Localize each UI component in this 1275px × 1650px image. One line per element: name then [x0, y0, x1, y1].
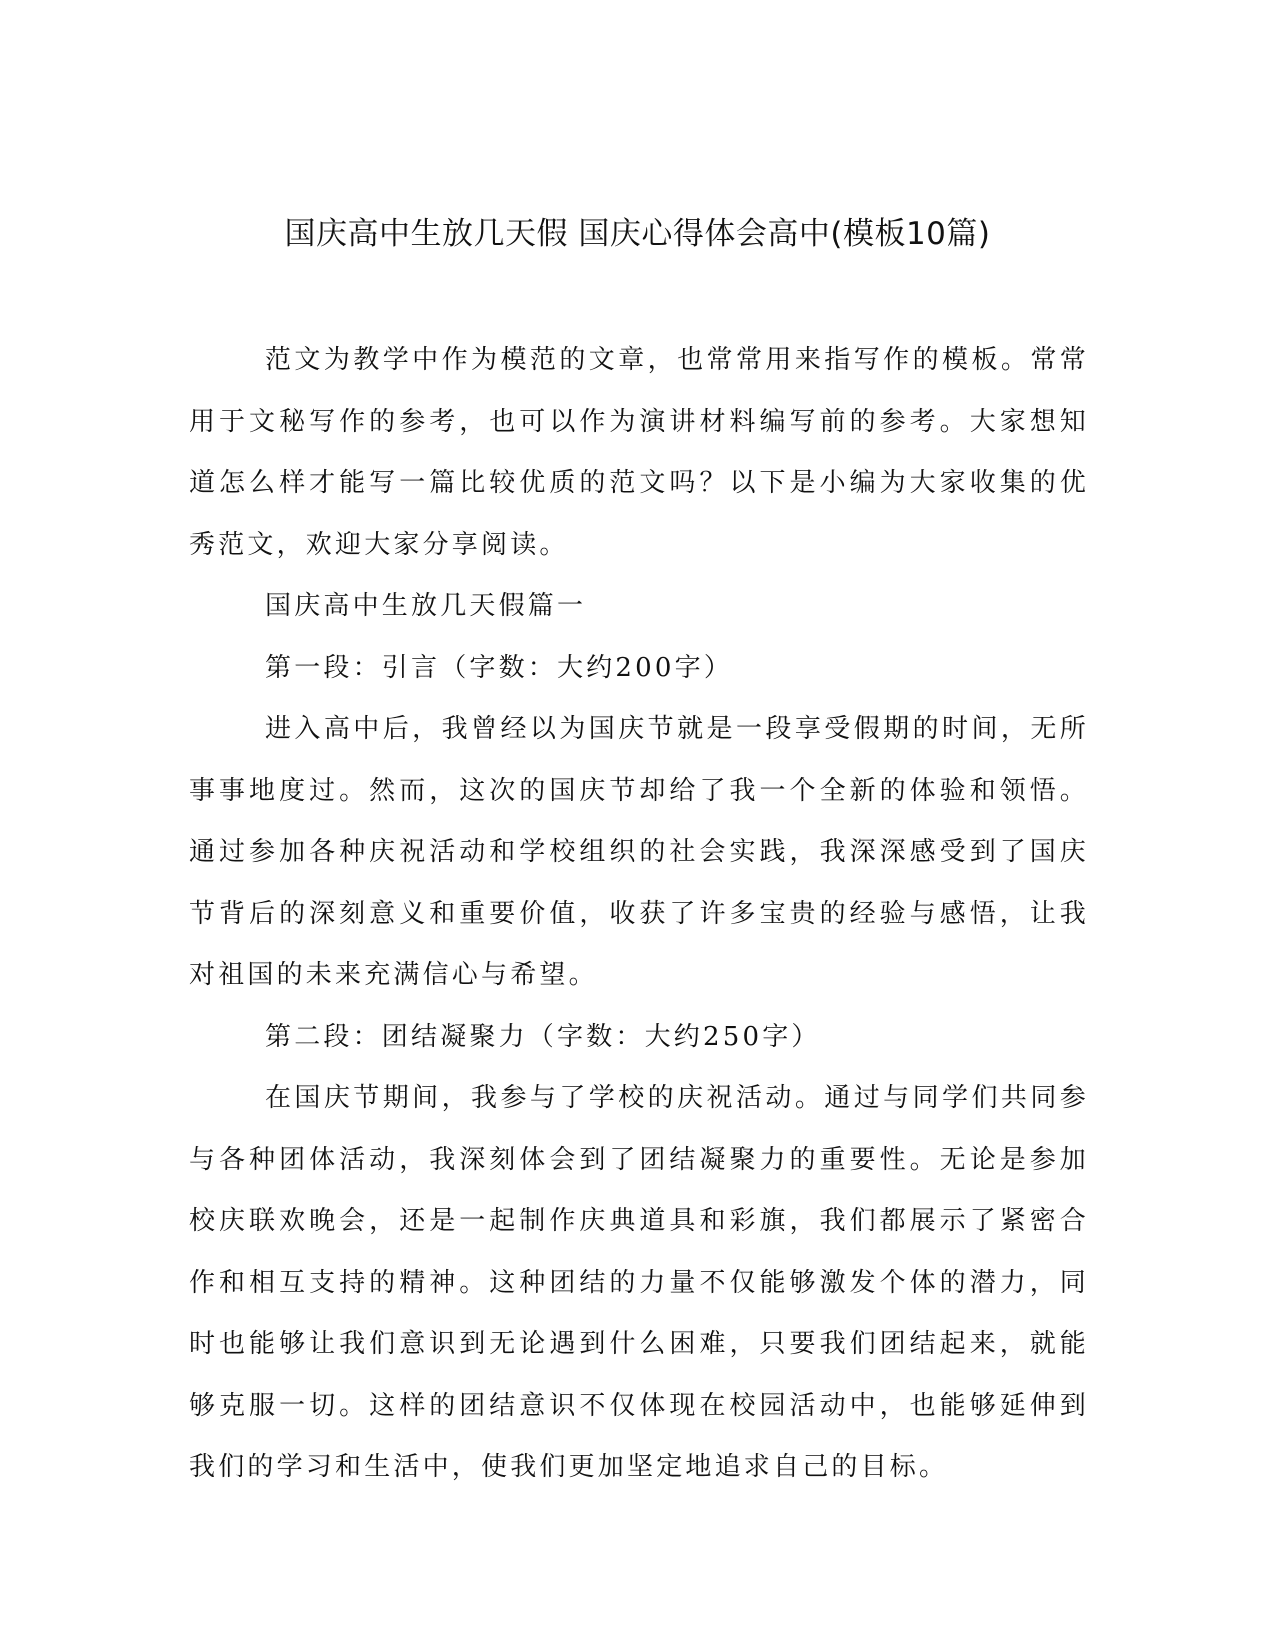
subheading-introduction: 第一段：引言（字数：大约200字）	[265, 652, 734, 683]
body-paragraph: 在国庆节期间，我参与了学校的庆祝活动。通过与同学们共同参与各种团体活动，我深刻体会到了团结凝聚力的重要性。无论是参加校庆联欢晚会，还是一起制作庆典道具和彩旗，我们都展示了紧密合作和相互支持的精神。这种团结的力量不仅能够激发个体的潜力，同时也能够让我们意识到无论遇到什么困难，只要我们团结起来，就能够克服一切。这样的团结意识不仅体现在校园活动中，也能够延伸到我们的学习和生活中，使我们更加坚定地追求自己的目标。	[189, 1083, 1089, 1482]
document-title: 国庆高中生放几天假 国庆心得体会高中(模板10篇)	[284, 216, 991, 252]
document-body	[189, 330, 1089, 1499]
section-heading-article-one: 国庆高中生放几天假篇一	[265, 591, 587, 621]
body-paragraph: 进入高中后，我曾经以为国庆节就是一段享受假期的时间，无所事事地度过。然而，这次的国庆节却给了我一个全新的体验和领悟。通过参加各种庆祝活动和学校组织的社会实践，我深深感受到了国庆节背后的深刻意义和重要价值，收获了许多宝贵的经验与感悟，让我对祖国的未来充满信心与希望。	[189, 714, 1089, 990]
subheading-unity: 第二段：团结凝聚力（字数：大约250字）	[265, 1021, 821, 1052]
intro-paragraph: 范文为教学中作为模范的文章，也常常用来指写作的模板。常常用于文秘写作的参考，也可以作为演讲材料编写前的参考。大家想知道怎么样才能写一篇比较优质的范文吗？以下是小编为大家收集的优秀范文，欢迎大家分享阅读。	[189, 345, 1089, 560]
